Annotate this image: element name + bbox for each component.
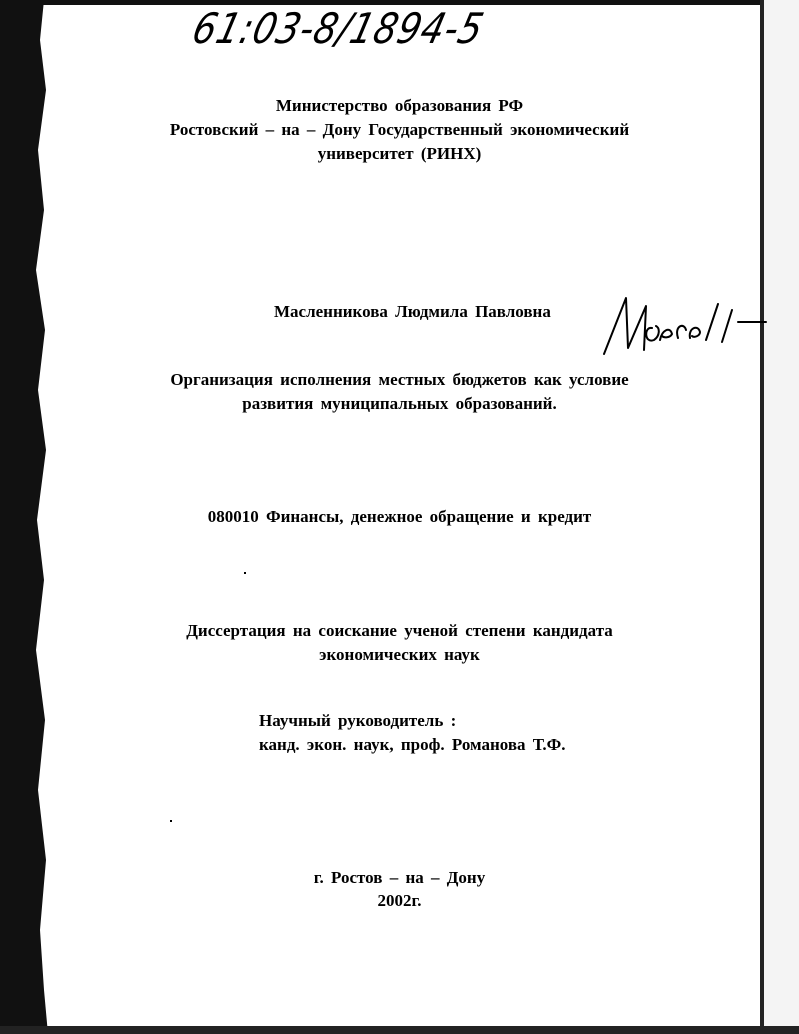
year: 2002г. [377, 891, 422, 910]
ministry-line: Министерство образования РФ [275, 96, 524, 115]
specialty-code: 080010 Финансы, денежное обращение и кредит [207, 507, 592, 526]
scan-bottom-edge [0, 1026, 799, 1034]
city: г. Ростов – на – Дону [313, 868, 486, 887]
supervisor-name: канд. экон. наук, проф. Романова Т.Ф. [259, 735, 566, 754]
scan-speck [244, 572, 246, 574]
author-name: Масленникова Людмила Павловна [274, 302, 551, 321]
scan-speck [170, 820, 172, 822]
author-signature [598, 292, 768, 362]
dissertation-title-line-2: развития муниципальных образований. [242, 394, 557, 413]
archive-code: 61:03-8/1894-5 [187, 4, 489, 53]
degree-line-1: Диссертация на соискание ученой степени кандидата [186, 621, 613, 640]
university-line-1: Ростовский – на – Дону Государственный экономический [169, 120, 630, 139]
dissertation-title-line-1: Организация исполнения местных бюджетов как условие [170, 370, 629, 389]
supervisor-label: Научный руководитель : [259, 711, 457, 730]
university-line-2: университет (РИНХ) [317, 144, 482, 163]
degree-line-2: экономических наук [319, 645, 480, 664]
